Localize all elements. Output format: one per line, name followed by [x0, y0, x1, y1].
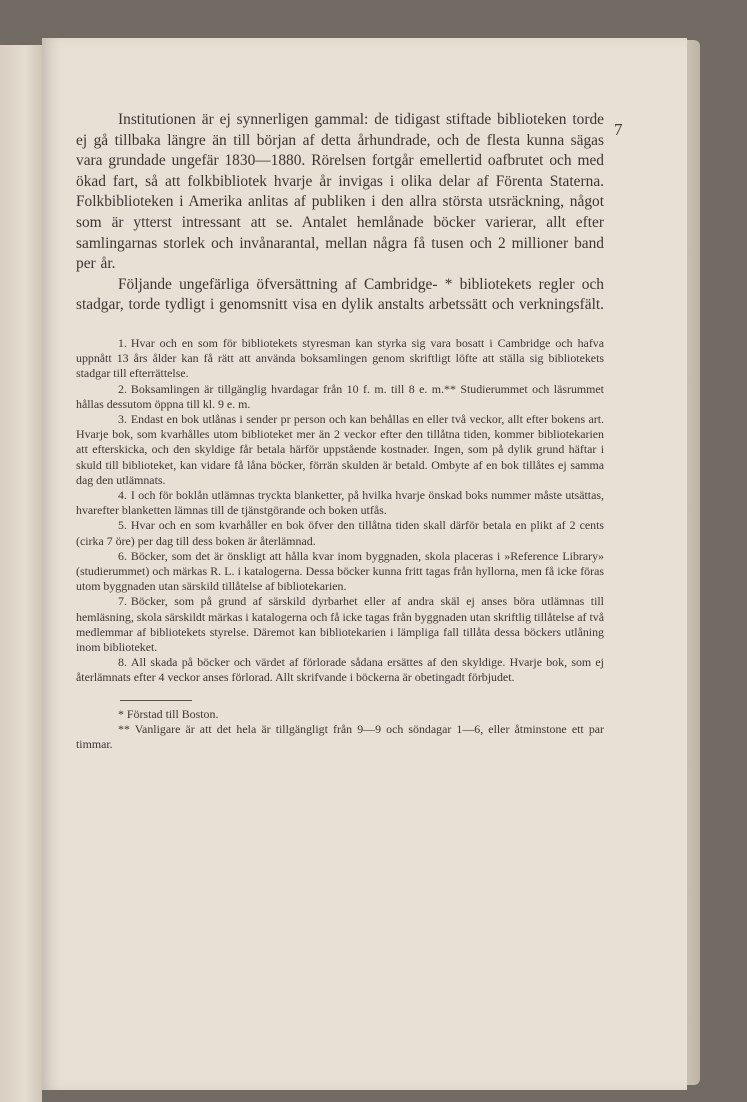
footnote: ** Vanligare är att det hela är tillgängligt från 9—9 och söndagar 1—6, eller åtminstone ett par timmar.: [76, 721, 604, 752]
rule-item: 7. Böcker, som på grund af särskild dyrbarhet eller af andra skäl ej anses böra utlämnas till hemläsning, skola särskildt märkas i katalogerna och få icke tagas från byggnaden utan skriftlig tillåtelse af två medlemmar af bibliotekets styrelse. Däremot kan bibliotekarien i lämpliga fall tillåta dessa böckers utlåning inom biblioteket.: [76, 594, 604, 654]
rule-item: 6. Böcker, som det är önskligt att hålla kvar inom byggnaden, skola placeras i »Reference Library» (studierummet) och märkas R. L. i katalogerna. Dessa böcker kunna fritt tagas från hyllorna, men få icke föras utom byggnaden utan särskild tillåtelse af bibliotekarien.: [76, 548, 604, 594]
rule-item: 5. Hvar och en som kvarhåller en bok öfver den tillåtna tiden skall därför betala en plikt af 2 cents (cirka 7 öre) per dag till dess boken är återlämnad.: [76, 518, 604, 548]
rule-item: 4. I och för boklån utlämnas tryckta blanketter, på hvilka hvarje önskad boks nummer måste utsättas, hvarefter blanketten lämnas till de tjänstgörande och boken utfås.: [76, 487, 604, 518]
body-paragraph: Institutionen är ej synnerligen gammal: de tidigast stiftade biblioteken torde ej gå tillbaka längre än till början af detta århundrade, och de flesta kunna sägas vara grundade ungefär 1830—1880. Rörelsen fortgår emellertid oafbrutet och med ökad fart, så att folkbibliotek hvarje år invigas i olika delar af Förenta Staterna. Folkbiblioteken i Amerika anlitas af publiken i den allra största utsräckning, något som är ytterst intressant att se. Antalet hemlånade böcker varierar, allt efter samlingarnas storlek och invånarantal, mellan några få tusen och 2 millioner band per år.: [76, 111, 604, 273]
page-number: 7: [614, 120, 623, 139]
footnote-divider: [120, 700, 192, 701]
previous-page-edge: [0, 45, 42, 1102]
rule-item: 3. Endast en bok utlånas i sender pr person och kan behållas en eller två veckor, allt efter bokens art. Hvarje bok, som kvarhålles utom biblioteket mer än 2 veckor efter den tillåtna tiden, kommer bibliotekarien att efterskicka, och den skyldige får betala härför uppstående kostnader. Ingen, som på dylik grund häftar i skuld till biblioteket, kan vidare få låna böcker, förrän skulden är betald. Ombyte af en bok tillåtes ej samma dag den utlämnats.: [76, 411, 604, 487]
rule-item: 8. All skada på böcker och värdet af förlorade sådana ersättes af den skyldige. Hvarje bok, som ej återlämnats efter 4 veckor anses förlorad. Allt skrifvande i böckerna är obetingadt förbjudet.: [76, 655, 604, 685]
footnote: * Förstad till Boston.: [118, 706, 219, 721]
page-content: [76, 110, 604, 752]
rule-item: 1. Hvar och en som för bibliotekets styresman kan styrka sig vara bosatt i Cambridge och hafva uppnått 13 års ålder kan få rätt att använda boksamlingen genom skriftligt löfte att ställa sig bibliotekets stadgar till efterrättelse.: [76, 335, 604, 381]
rule-item: 2. Boksamlingen är tillgänglig hvardagar från 10 f. m. till 8 e. m.** Studierummet och läsrummet hållas dessutom öppna till kl. 9 e. m.: [76, 381, 604, 411]
body-paragraph: Följande ungefärliga öfversättning af Cambridge- * bibliotekets regler och stadgar, torde tydligt i genomsnitt visa en dylik anstalts arbetssätt och verkningsfält.: [76, 275, 605, 314]
rules-list: [76, 336, 604, 686]
